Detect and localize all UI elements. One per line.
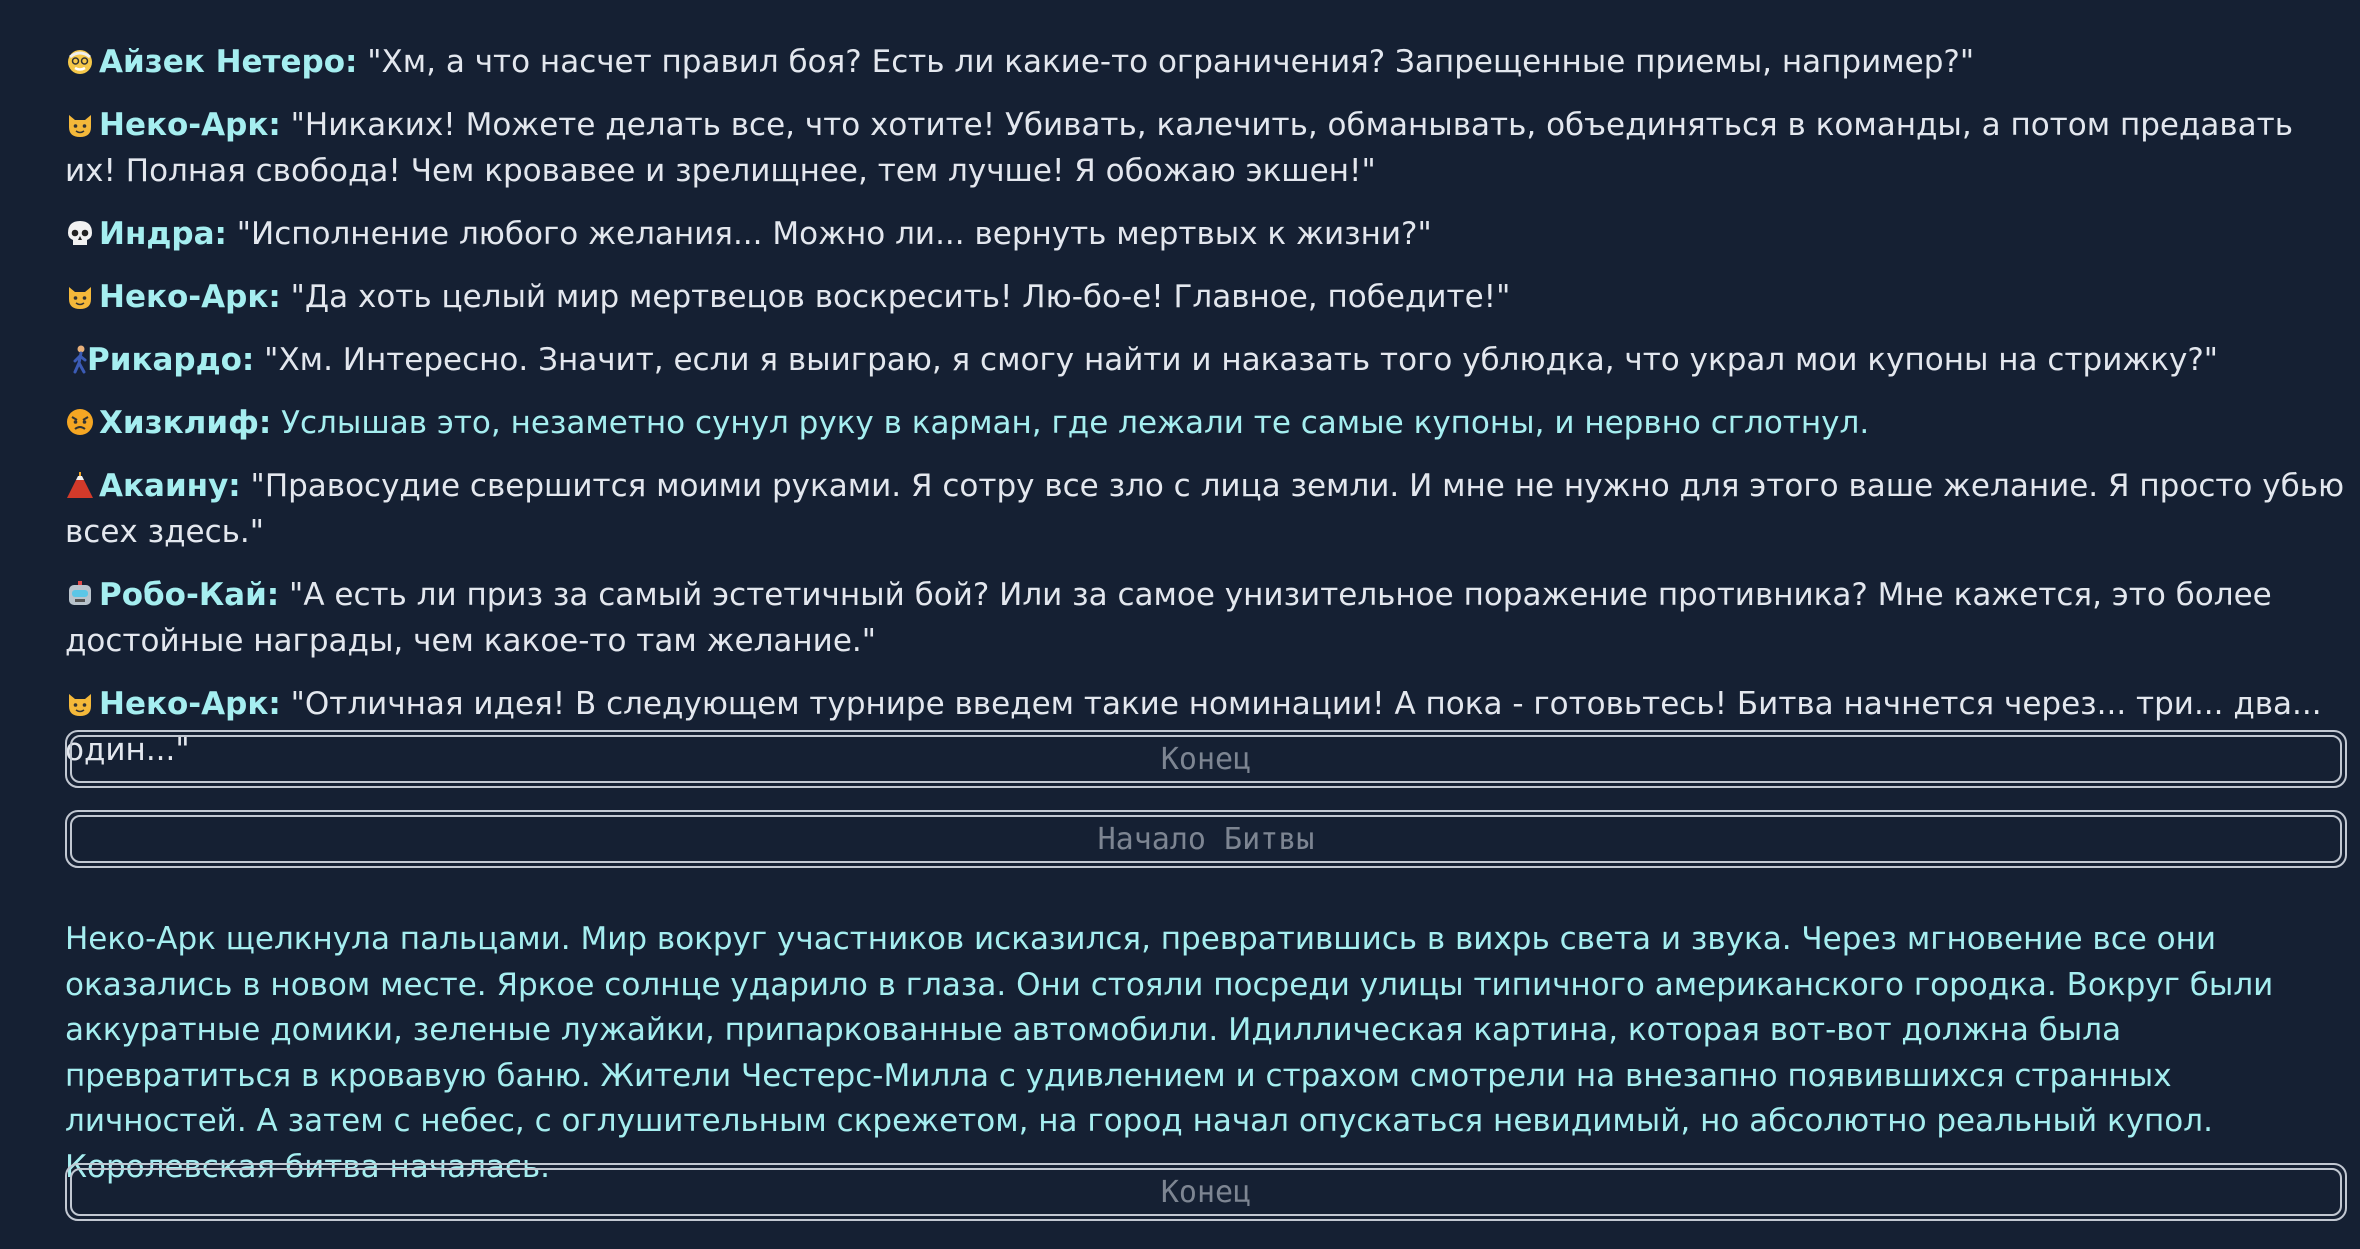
cat-face-icon bbox=[65, 688, 95, 718]
battle-start-button[interactable]: Начало Битвы bbox=[65, 810, 2347, 868]
end-button-bottom[interactable]: Конец bbox=[65, 1163, 2347, 1221]
old-man-face-icon bbox=[65, 46, 95, 76]
dialogue-text: "А есть ли приз за самый эстетичный бой? Или за самое унизительное поражение противника? Мне кажется, это более достойные награды, чем какое-то там желание." bbox=[65, 577, 2272, 659]
cat-face-icon bbox=[65, 109, 95, 139]
dialogue-text: "Хм, а что насчет правил боя? Есть ли какие-то ограничения? Запрещенные приемы, например?" bbox=[357, 44, 1975, 80]
cat-face-icon bbox=[65, 281, 95, 311]
angry-face-icon bbox=[65, 407, 95, 437]
dialogue-text: "Никаких! Можете делать все, что хотите! Убивать, калечить, обманывать, объединяться в команды, а потом предавать их! Полная свобода! Чем кровавее и зрелищнее, тем лучше! Я обожаю экшен!" bbox=[65, 107, 2293, 189]
dialogue-line bbox=[65, 274, 2345, 320]
man-walking-icon bbox=[65, 344, 83, 374]
robot-face-icon bbox=[65, 579, 95, 609]
dialogue-line bbox=[65, 572, 2345, 664]
speaker-name: Акаину: bbox=[99, 468, 241, 504]
speaker-name: Рикардо: bbox=[87, 342, 255, 378]
dialogue-line bbox=[65, 463, 2345, 555]
speaker-name: Неко-Арк: bbox=[99, 107, 281, 143]
dialogue-text: "Правосудие свершится моими руками. Я сотру все зло с лица земли. И мне не нужно для этого ваше желание. Я просто убью всех здесь." bbox=[65, 468, 2345, 550]
skull-icon bbox=[65, 218, 95, 248]
end-button[interactable]: Конец bbox=[65, 730, 2347, 788]
dialogue-line bbox=[65, 400, 2345, 446]
dialogue-text: "Да хоть целый мир мертвецов воскресить! Лю-бо-е! Главное, победите!" bbox=[280, 279, 1511, 315]
speaker-name: Айзек Нетеро: bbox=[99, 44, 358, 80]
speaker-name: Хизклиф: bbox=[99, 405, 272, 441]
dialogue-line bbox=[65, 337, 2345, 383]
dialogue-text: Услышав это, незаметно сунул руку в карман, где лежали те самые купоны, и нервно сглотнул. bbox=[271, 405, 1870, 441]
dialogue-text: "Исполнение любого желания... Можно ли... вернуть мертвых к жизни?" bbox=[226, 216, 1432, 252]
speaker-name: Робо-Кай: bbox=[99, 577, 280, 613]
dialogue-line bbox=[65, 39, 2345, 85]
dialogue-text: "Хм. Интересно. Значит, если я выиграю, я смогу найти и наказать того ублюдка, что украл мои купоны на стрижку?" bbox=[254, 342, 2219, 378]
dialogue-line bbox=[65, 211, 2345, 257]
dialogue-line-cutoff bbox=[65, 0, 2345, 22]
narration-text: Неко-Арк щелкнула пальцами. Мир вокруг участников исказился, превратившись в вихрь света и звука. Через мгновение все они оказались в новом месте. Яркое солнце ударило в глаза. Они стояли посреди улицы типичного американского городка. Вокруг были аккуратные домики, зеленые лужайки, припаркованные автомобили. Идиллическая картина, которая вот-вот должна была превратиться в кровавую баню. Жители Честерс-Милла с удивлением и страхом смотрели на внезапно появившихся странных личностей. А затем с небес, с оглушительным скрежетом, на город начал опускаться невидимый, но абсолютно реальный купол. Королевская битва началась. bbox=[65, 921, 2274, 1185]
dialogue-line bbox=[65, 102, 2345, 194]
dialogue-text: "Отличная идея! В следующем турнире введем такие номинации! А пока - готовьтесь! Битва начнется через... три... два... один..." bbox=[65, 686, 2322, 768]
volcano-icon bbox=[65, 470, 95, 500]
speaker-name: Индра: bbox=[99, 216, 227, 252]
speaker-name: Неко-Арк: bbox=[99, 279, 281, 315]
dialogue-log bbox=[65, 0, 2345, 790]
speaker-name: Неко-Арк: bbox=[99, 686, 281, 722]
